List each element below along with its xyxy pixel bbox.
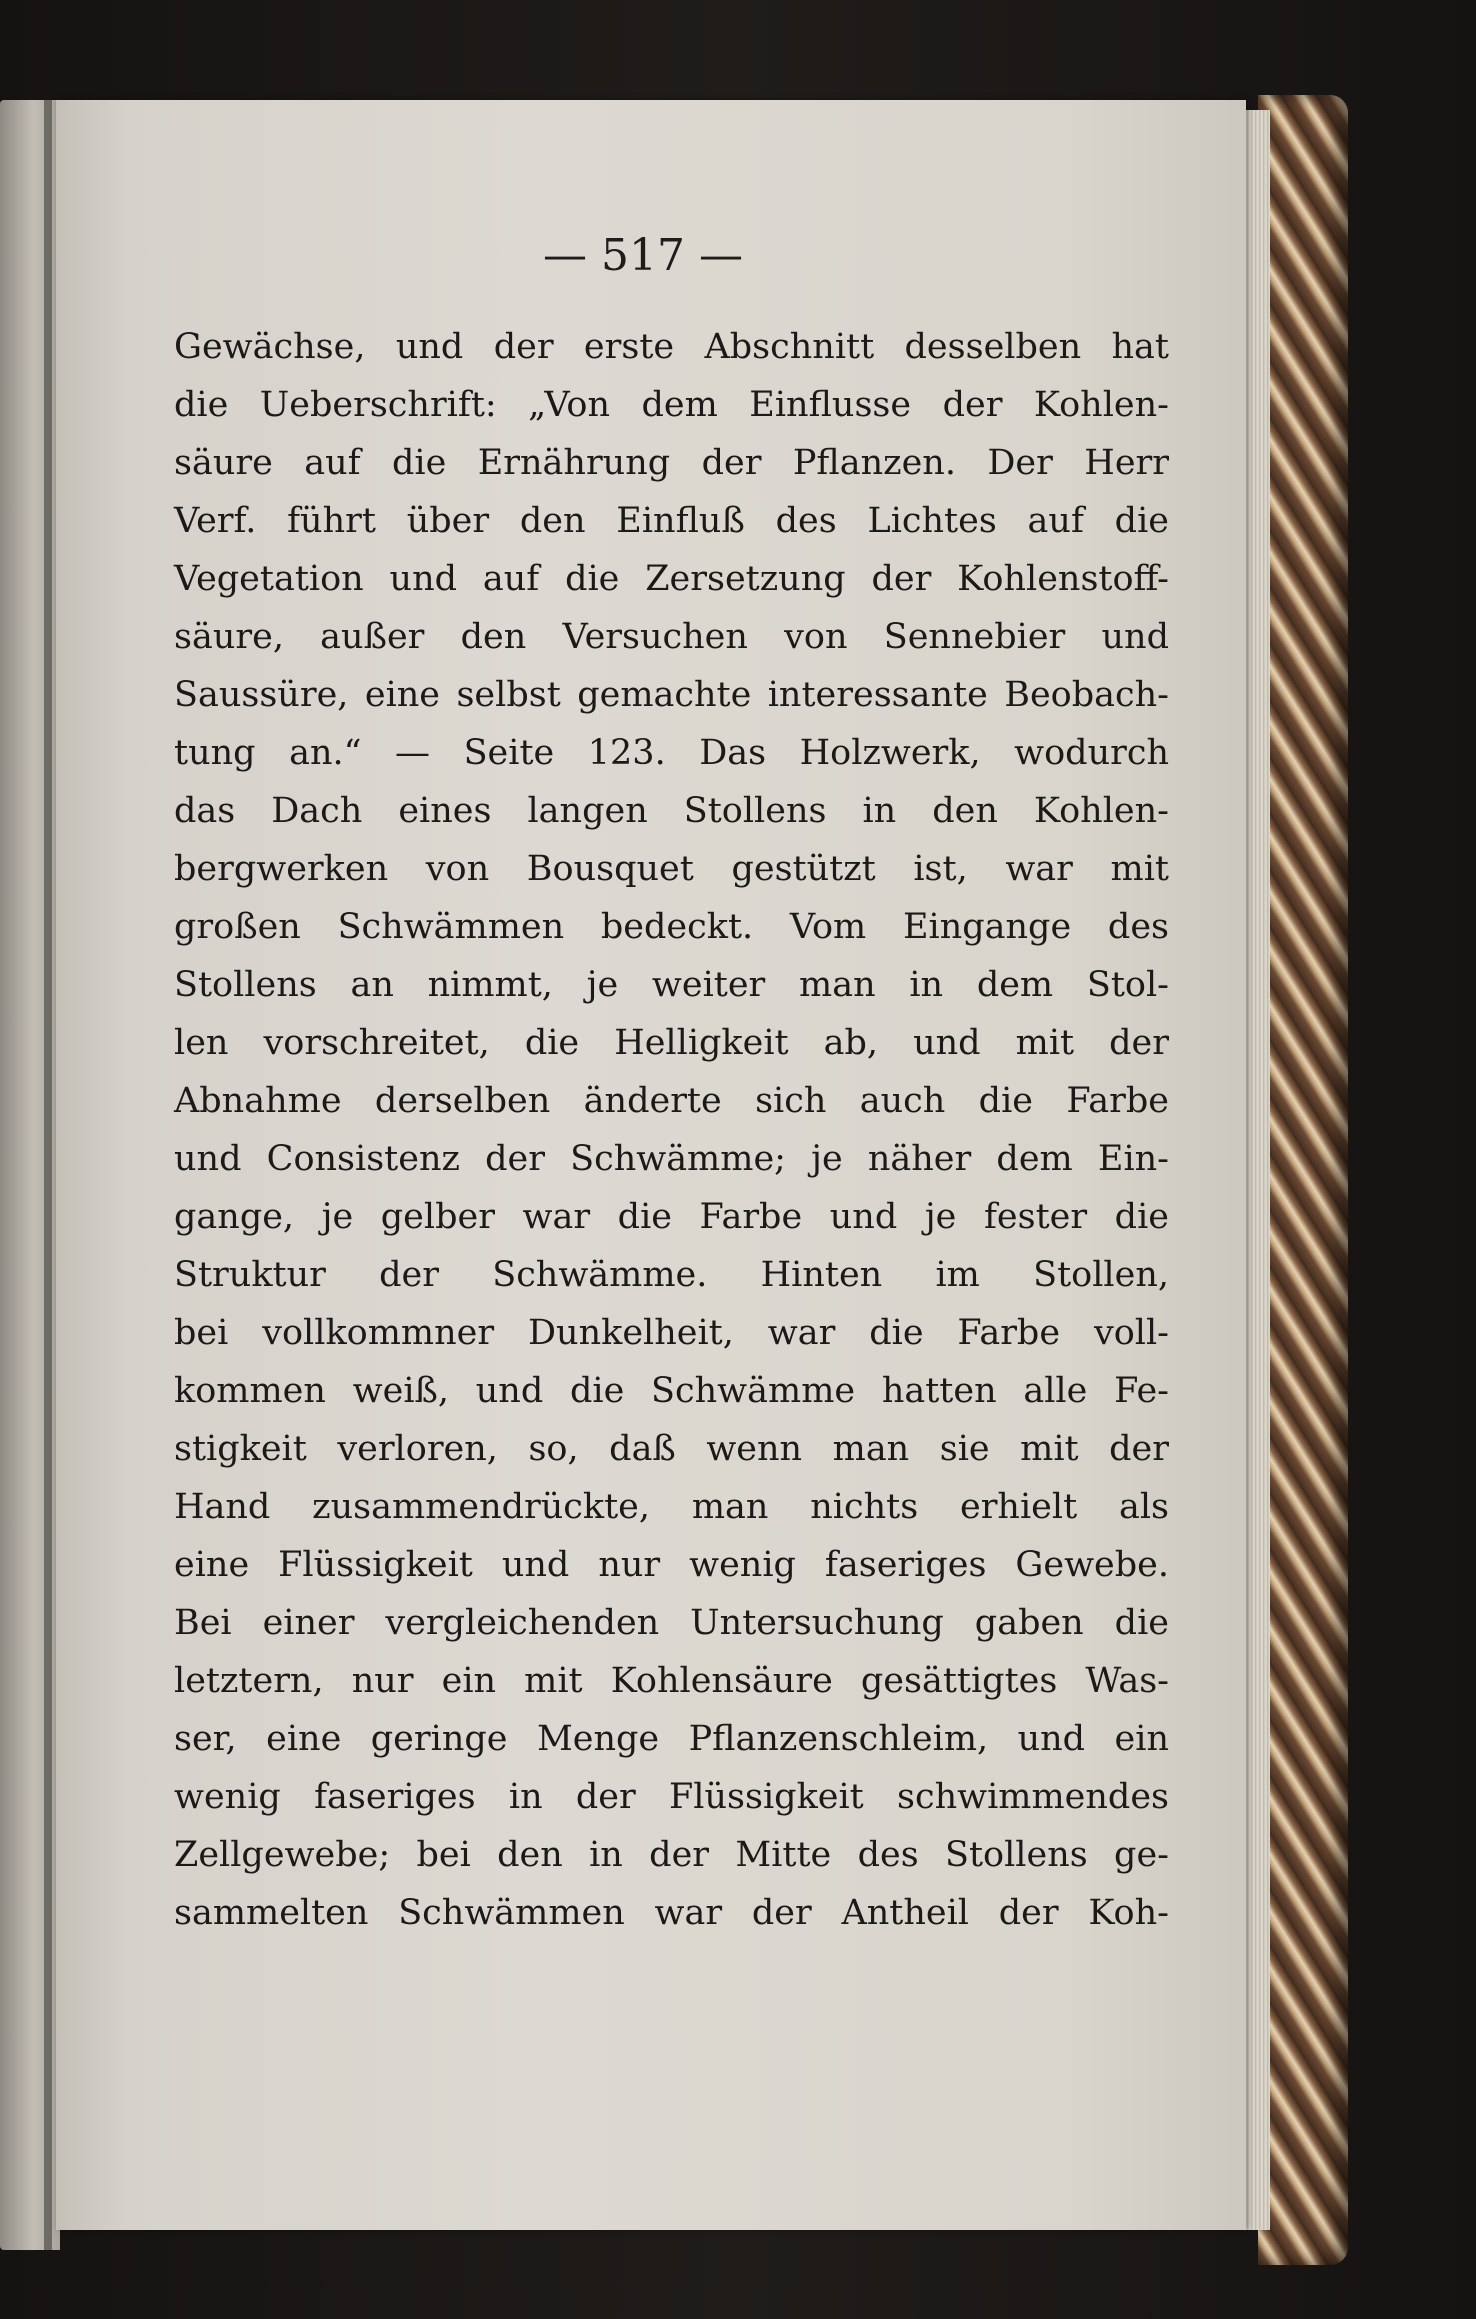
text-line: Saussüre, eine selbst gemachte interessante Beobach- xyxy=(174,675,1169,715)
text-line: len vorschreitet, die Helligkeit ab, und mit der xyxy=(174,1023,1169,1063)
book-binding xyxy=(1258,95,1348,2265)
text-line: und Consistenz der Schwämme; je näher dem Ein- xyxy=(174,1139,1169,1179)
text-line: Struktur der Schwämme. Hinten im Stollen, xyxy=(174,1255,1169,1295)
gutter-shadow xyxy=(44,100,52,2250)
text-line: das Dach eines langen Stollens in den Kohlen- xyxy=(174,791,1169,831)
text-line: bei vollkommner Dunkelheit, war die Farbe voll- xyxy=(174,1313,1169,1353)
text-line: Abnahme derselben änderte sich auch die Farbe xyxy=(174,1081,1169,1121)
page-body-text xyxy=(174,318,1169,1942)
text-line: letztern, nur ein mit Kohlensäure gesättigtes Was- xyxy=(174,1661,1169,1701)
text-line: stigkeit verloren, so, daß wenn man sie mit der xyxy=(174,1429,1169,1469)
text-line: Bei einer vergleichenden Untersuchung gaben die xyxy=(174,1603,1169,1643)
text-line: Stollens an nimmt, je weiter man in dem Stol- xyxy=(174,965,1169,1005)
book-page xyxy=(56,100,1246,2230)
text-line: eine Flüssigkeit und nur wenig faseriges Gewebe. xyxy=(174,1545,1169,1585)
text-line: Zellgewebe; bei den in der Mitte des Stollens ge- xyxy=(174,1835,1169,1875)
text-line: bergwerken von Bousquet gestützt ist, war mit xyxy=(174,849,1169,889)
text-line: Vegetation und auf die Zersetzung der Kohlenstoff- xyxy=(174,559,1169,599)
text-line: säure auf die Ernährung der Pflanzen. Der Herr xyxy=(174,443,1169,483)
text-line: sammelten Schwämmen war der Antheil der Koh- xyxy=(174,1893,1169,1933)
text-line: die Ueberschrift: „Von dem Einflusse der Kohlen- xyxy=(174,385,1169,425)
text-line: wenig faseriges in der Flüssigkeit schwimmendes xyxy=(174,1777,1169,1817)
text-line: Verf. führt über den Einfluß des Lichtes auf die xyxy=(174,501,1169,541)
text-line: Hand zusammendrückte, man nichts erhielt als xyxy=(174,1487,1169,1527)
page-number: — 517 — xyxy=(543,230,743,281)
text-line: kommen weiß, und die Schwämme hatten alle Fe- xyxy=(174,1371,1169,1411)
text-line: großen Schwämmen bedeckt. Vom Eingange des xyxy=(174,907,1169,947)
text-line: tung an.“ — Seite 123. Das Holzwerk, wodurch xyxy=(174,733,1169,773)
text-line: Gewächse, und der erste Abschnitt desselben hat xyxy=(174,327,1169,367)
text-line: säure, außer den Versuchen von Sennebier und xyxy=(174,617,1169,657)
text-line: ser, eine geringe Menge Pflanzenschleim, und ein xyxy=(174,1719,1169,1759)
text-line: gange, je gelber war die Farbe und je fester die xyxy=(174,1197,1169,1237)
